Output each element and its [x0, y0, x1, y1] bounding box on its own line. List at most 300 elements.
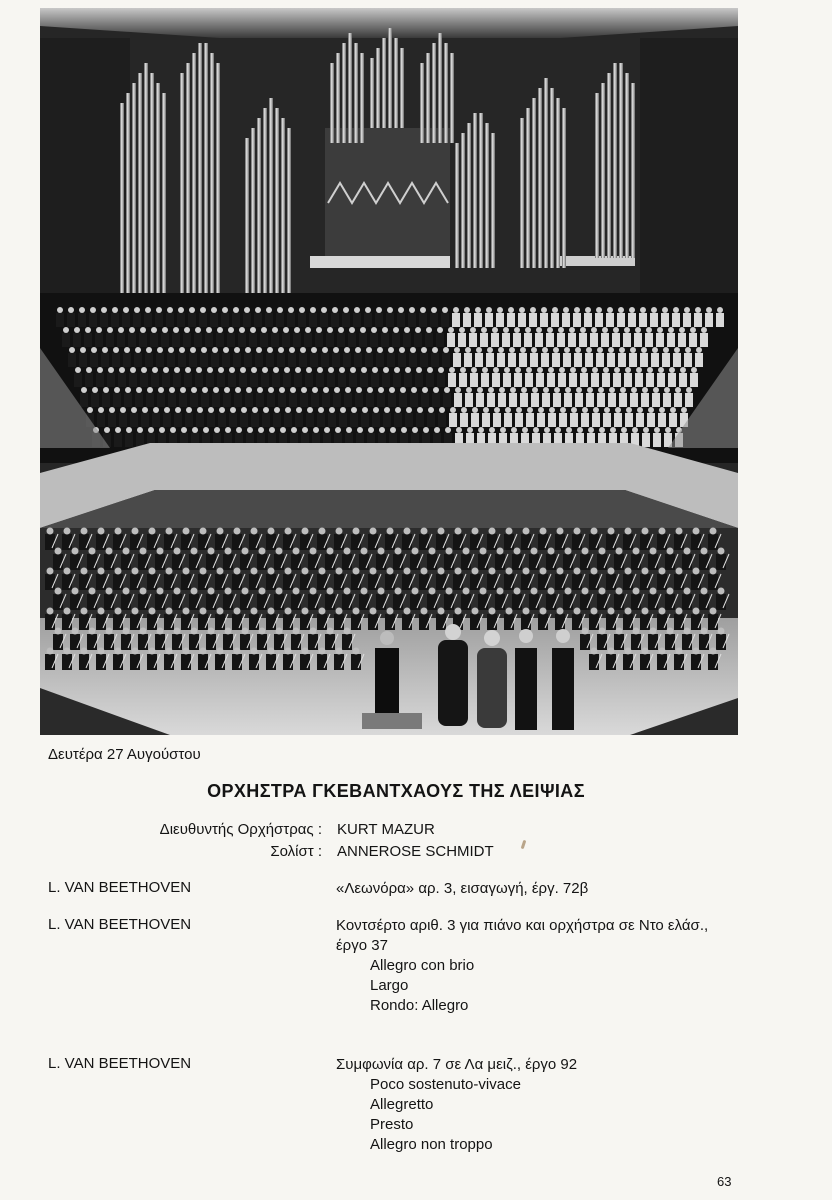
- orchestra-player: [198, 614, 208, 630]
- choir-member: [111, 313, 119, 327]
- choir-member-head: [665, 427, 671, 433]
- orchestra-player-head: [225, 548, 232, 555]
- choir-member-head: [685, 347, 691, 353]
- choir-member: [205, 333, 213, 347]
- orchestra-player-head: [72, 628, 79, 635]
- orchestra-player: [436, 614, 446, 630]
- orchestra-player: [325, 554, 335, 570]
- choir-member: [563, 353, 571, 367]
- choir-member: [432, 393, 440, 407]
- choir-member: [513, 333, 521, 347]
- choir-member-head: [114, 387, 120, 393]
- orchestra-player: [121, 594, 131, 610]
- choir-member-head: [598, 387, 604, 393]
- orchestra-player-head: [701, 628, 708, 635]
- organ-pipe: [444, 43, 448, 143]
- orchestra-player-head: [47, 528, 54, 535]
- choir-member-head: [280, 427, 286, 433]
- choir-member: [150, 333, 158, 347]
- choir-member-head: [124, 347, 130, 353]
- organ-pipe: [330, 63, 334, 143]
- orchestra-player-head: [387, 608, 394, 615]
- orchestra-player-head: [208, 548, 215, 555]
- choir-member: [260, 333, 268, 347]
- orchestra-player: [487, 614, 497, 630]
- orchestra-player: [147, 614, 157, 630]
- choir-member: [271, 333, 279, 347]
- orchestra-player-head: [81, 528, 88, 535]
- orchestra-player: [487, 574, 497, 590]
- orchestra-player: [300, 614, 310, 630]
- choir-member-head: [159, 427, 165, 433]
- program-composer: L. VAN BEETHOVEN: [48, 916, 192, 933]
- choir-member: [156, 353, 164, 367]
- orchestra-player: [342, 554, 352, 570]
- orchestra-player-head: [548, 588, 555, 595]
- choir-member-head: [503, 327, 509, 333]
- choir-member: [249, 333, 257, 347]
- choir-member-head: [549, 407, 555, 413]
- choir-member-head: [459, 327, 465, 333]
- orchestra-player: [606, 614, 616, 630]
- orchestra-player-head: [200, 648, 207, 655]
- orchestra-player: [334, 534, 344, 550]
- choir-member: [229, 413, 237, 427]
- orchestra-player: [393, 554, 403, 570]
- choir-member: [542, 393, 550, 407]
- choir-member-head: [717, 307, 723, 313]
- orchestra-player: [682, 634, 692, 650]
- choir-member: [195, 373, 203, 387]
- orchestra-player: [368, 614, 378, 630]
- orchestra-player: [427, 554, 437, 570]
- choir-member: [581, 413, 589, 427]
- choir-member-head: [170, 427, 176, 433]
- choir-member-head: [679, 327, 685, 333]
- orchestra-player: [708, 534, 718, 550]
- orchestra-player-head: [302, 568, 309, 575]
- choir-member: [645, 333, 653, 347]
- choir-member-head: [669, 367, 675, 373]
- choir-member-head: [373, 407, 379, 413]
- choir-member-head: [233, 307, 239, 313]
- orchestra-player: [215, 614, 225, 630]
- choir-member-head: [212, 347, 218, 353]
- orchestra-player-head: [659, 608, 666, 615]
- choir-member: [650, 313, 658, 327]
- orchestra-player-head: [268, 528, 275, 535]
- choir-member: [177, 313, 185, 327]
- orchestra-player-head: [217, 608, 224, 615]
- choir-member-head: [577, 427, 583, 433]
- choir-member-head: [394, 367, 400, 373]
- orchestra-player: [665, 594, 675, 610]
- orchestra-player-head: [149, 568, 156, 575]
- orchestra-player: [172, 594, 182, 610]
- orchestra-player-head: [319, 648, 326, 655]
- choir-member: [185, 413, 193, 427]
- choir-member: [700, 333, 708, 347]
- choir-member-head: [674, 347, 680, 353]
- choir-member-head: [536, 327, 542, 333]
- choir-member: [338, 373, 346, 387]
- choir-member: [278, 393, 286, 407]
- choir-member-head: [543, 387, 549, 393]
- orchestra-title: ΟΡΧΗΣΤΡΑ ΓΚΕΒΑΝΤΧΑΟΥΣ ΤΗΣ ΛΕΙΨΙΑΣ: [207, 781, 585, 801]
- choir-member: [403, 333, 411, 347]
- organ-pipe: [382, 38, 386, 128]
- choir-member: [370, 333, 378, 347]
- orchestra-player: [257, 554, 267, 570]
- choir-member-head: [200, 307, 206, 313]
- orchestra-player-head: [489, 528, 496, 535]
- choir-member-head: [339, 367, 345, 373]
- orchestra-player: [631, 634, 641, 650]
- orchestra-player-head: [421, 568, 428, 575]
- choir-member: [73, 333, 81, 347]
- orchestra-player: [665, 554, 675, 570]
- orchestra-player-head: [531, 588, 538, 595]
- choir-member-head: [285, 407, 291, 413]
- orchestra-player: [232, 654, 242, 670]
- organ-pipe: [562, 108, 566, 268]
- orchestra-player: [325, 594, 335, 610]
- orchestra-player: [546, 554, 556, 570]
- choir-member: [630, 393, 638, 407]
- orchestra-player-head: [327, 588, 334, 595]
- orchestra-player-head: [387, 568, 394, 575]
- choir-member-head: [192, 427, 198, 433]
- choir-member-head: [368, 427, 374, 433]
- choir-member-head: [445, 427, 451, 433]
- choir-member: [130, 413, 138, 427]
- concert-photo: [40, 8, 738, 735]
- orchestra-player: [529, 594, 539, 610]
- choir-member-head: [398, 307, 404, 313]
- orchestra-player-head: [701, 588, 708, 595]
- choir-member-head: [607, 307, 613, 313]
- orchestra-player-head: [157, 548, 164, 555]
- choir-member-head: [169, 387, 175, 393]
- choir-member: [331, 313, 339, 327]
- movement-item: Largo: [370, 977, 409, 994]
- orchestra-player-head: [506, 528, 513, 535]
- orchestra-player-head: [81, 648, 88, 655]
- choir-member: [90, 353, 98, 367]
- choir-member: [652, 393, 660, 407]
- choir-member-head: [432, 347, 438, 353]
- orchestra-player-head: [353, 528, 360, 535]
- choir-member-head: [306, 367, 312, 373]
- orchestra-player-head: [251, 648, 258, 655]
- orchestra-player-head: [319, 568, 326, 575]
- orchestra-player: [614, 634, 624, 650]
- orchestra-player: [589, 654, 599, 670]
- choir-member-head: [433, 387, 439, 393]
- choir-member: [200, 353, 208, 367]
- choir-member: [617, 313, 625, 327]
- choir-member: [194, 333, 202, 347]
- choir-member: [673, 353, 681, 367]
- orchestra-player-head: [370, 528, 377, 535]
- orchestra-player-head: [472, 528, 479, 535]
- choir-member: [155, 313, 163, 327]
- organ-pipe: [360, 53, 364, 143]
- orchestra-player-head: [514, 588, 521, 595]
- orchestra-player-head: [140, 588, 147, 595]
- movement-item: Allegro non troppo: [370, 1136, 493, 1153]
- choir-member: [218, 413, 226, 427]
- choir-member: [328, 413, 336, 427]
- choir-member: [234, 393, 242, 407]
- choir-member-head: [554, 387, 560, 393]
- choir-member: [199, 313, 207, 327]
- choir-member-head: [378, 387, 384, 393]
- choir-member-head: [492, 327, 498, 333]
- choir-member-head: [158, 387, 164, 393]
- choir-member-head: [224, 387, 230, 393]
- choir-member-head: [329, 407, 335, 413]
- orchestra-player-head: [183, 608, 190, 615]
- orchestra-player-head: [98, 648, 105, 655]
- choir-member: [410, 393, 418, 407]
- orchestra-player-head: [446, 548, 453, 555]
- orchestra-player: [257, 594, 267, 610]
- choir-member-head: [566, 427, 572, 433]
- choir-member: [502, 333, 510, 347]
- orchestra-player: [410, 554, 420, 570]
- choir-member-head: [675, 387, 681, 393]
- orchestra-player-head: [174, 588, 181, 595]
- choir-member-head: [68, 307, 74, 313]
- choir-member: [695, 353, 703, 367]
- orchestra-player: [62, 654, 72, 670]
- orchestra-player: [512, 594, 522, 610]
- orchestra-player-head: [693, 568, 700, 575]
- choir-member-head: [257, 387, 263, 393]
- choir-member-head: [296, 407, 302, 413]
- choir-member: [646, 373, 654, 387]
- choir-member-head: [662, 307, 668, 313]
- orchestra-player-head: [123, 628, 130, 635]
- orchestra-player: [223, 634, 233, 650]
- orchestra-player: [198, 654, 208, 670]
- organ-pipe: [544, 78, 548, 268]
- choir-member-head: [630, 347, 636, 353]
- orchestra-player-head: [608, 648, 615, 655]
- orchestra-player-head: [302, 608, 309, 615]
- choir-member: [118, 373, 126, 387]
- orchestra-player-head: [293, 628, 300, 635]
- choir-member: [498, 393, 506, 407]
- orchestra-player-head: [217, 648, 224, 655]
- orchestra-player: [682, 594, 692, 610]
- orchestra-player: [376, 554, 386, 570]
- orchestra-player: [181, 654, 191, 670]
- choir-member-head: [565, 387, 571, 393]
- orchestra-player-head: [208, 628, 215, 635]
- choir-member: [614, 413, 622, 427]
- choir-member-head: [356, 387, 362, 393]
- choir-member-head: [483, 407, 489, 413]
- orchestra-player-head: [582, 588, 589, 595]
- choir-member: [123, 353, 131, 367]
- choir-member-head: [189, 307, 195, 313]
- organ-pipe: [613, 63, 617, 258]
- orchestra-player: [529, 554, 539, 570]
- choir-member-head: [230, 407, 236, 413]
- movement-item: Rondo: Allegro: [370, 997, 469, 1014]
- choir-member-head: [185, 367, 191, 373]
- orchestra-player-head: [344, 588, 351, 595]
- orchestra-player-head: [344, 628, 351, 635]
- orchestra-player-head: [378, 548, 385, 555]
- choir-member-head: [530, 307, 536, 313]
- choir-member: [344, 393, 352, 407]
- orchestra-player: [291, 634, 301, 650]
- movement-item: Allegro con brio: [370, 957, 475, 974]
- choir-member: [641, 393, 649, 407]
- orchestra-player-head: [336, 608, 343, 615]
- choir-member-head: [360, 327, 366, 333]
- choir-member-head: [252, 407, 258, 413]
- choir-member-head: [401, 427, 407, 433]
- orchestra-player-head: [540, 568, 547, 575]
- choir-member: [392, 333, 400, 347]
- choir-member-head: [393, 327, 399, 333]
- choir-member: [135, 393, 143, 407]
- orchestra-player-head: [98, 568, 105, 575]
- orchestra-player-head: [268, 608, 275, 615]
- orchestra-player: [317, 654, 327, 670]
- choir-member-head: [279, 387, 285, 393]
- choir-member-head: [541, 307, 547, 313]
- choir-member: [157, 393, 165, 407]
- orchestra-player: [657, 574, 667, 590]
- choir-member: [322, 393, 330, 407]
- orchestra-player-head: [642, 648, 649, 655]
- choir-member: [487, 393, 495, 407]
- work-title: «Λεωνόρα» αρ. 3, εισαγωγή, έργ. 72β: [336, 880, 589, 897]
- choir-member: [79, 353, 87, 367]
- choir-member-head: [494, 407, 500, 413]
- orchestra-player-head: [259, 588, 266, 595]
- orchestra-player: [691, 614, 701, 630]
- choir-member-head: [537, 367, 543, 373]
- concert-date: Δευτέρα 27 Αυγούστου: [48, 746, 201, 763]
- choir-member-head: [387, 307, 393, 313]
- orchestra-player: [614, 594, 624, 610]
- orchestra-player: [164, 534, 174, 550]
- choir-member: [430, 313, 438, 327]
- choir-member-head: [338, 327, 344, 333]
- choir-member-head: [505, 407, 511, 413]
- choir-member: [635, 373, 643, 387]
- orchestra-player: [70, 634, 80, 650]
- choir-member: [232, 313, 240, 327]
- choir-member-head: [268, 387, 274, 393]
- choir-member: [353, 313, 361, 327]
- orchestra-player: [283, 534, 293, 550]
- orchestra-player: [716, 594, 726, 610]
- orchestra-player-head: [285, 568, 292, 575]
- organ-pipe: [491, 133, 495, 268]
- choir-member-head: [488, 387, 494, 393]
- orchestra-player-head: [659, 568, 666, 575]
- orchestra-player-head: [599, 628, 606, 635]
- choir-member: [261, 373, 269, 387]
- choir-member: [452, 313, 460, 327]
- orchestra-player: [640, 574, 650, 590]
- choir-member-head: [706, 307, 712, 313]
- organ-pipe: [450, 53, 454, 143]
- orchestra-player-head: [89, 588, 96, 595]
- choir-member-head: [130, 367, 136, 373]
- choir-member-head: [217, 327, 223, 333]
- choir-member-head: [629, 307, 635, 313]
- orchestra-player-head: [55, 588, 62, 595]
- choir-member: [470, 373, 478, 387]
- orchestra-player-head: [353, 648, 360, 655]
- choir-member: [337, 333, 345, 347]
- choir-member: [394, 413, 402, 427]
- orchestra-player-head: [310, 548, 317, 555]
- choir-member-head: [147, 387, 153, 393]
- choir-member: [524, 333, 532, 347]
- choir-member-head: [586, 347, 592, 353]
- choir-member-head: [652, 347, 658, 353]
- choir-member: [475, 353, 483, 367]
- choir-member: [607, 353, 615, 367]
- organ-pipe: [532, 98, 536, 268]
- choir-member: [339, 413, 347, 427]
- choir-member: [509, 393, 517, 407]
- choir-member: [133, 313, 141, 327]
- choir-member-head: [478, 427, 484, 433]
- orchestra-player-head: [166, 608, 173, 615]
- choir-member: [651, 353, 659, 367]
- orchestra-player: [419, 574, 429, 590]
- choir-member: [287, 313, 295, 327]
- orchestra-player-head: [251, 608, 258, 615]
- choir-member: [679, 373, 687, 387]
- orchestra-player: [147, 534, 157, 550]
- choir-member-head: [626, 407, 632, 413]
- choir-member-head: [508, 307, 514, 313]
- choir-member-head: [461, 407, 467, 413]
- orchestra-player-head: [251, 568, 258, 575]
- orchestra-player-head: [225, 628, 232, 635]
- choir-member: [377, 393, 385, 407]
- orchestra-player: [257, 634, 267, 650]
- choir-member: [557, 333, 565, 347]
- choir-member: [320, 313, 328, 327]
- orchestra-player: [317, 534, 327, 550]
- orchestra-player-head: [710, 568, 717, 575]
- choir-member-head: [585, 307, 591, 313]
- choir-member: [317, 413, 325, 427]
- orchestra-player: [300, 534, 310, 550]
- orchestra-player: [223, 594, 233, 610]
- choir-member: [321, 353, 329, 367]
- orchestra-player: [504, 534, 514, 550]
- choir-member-head: [87, 407, 93, 413]
- orchestra-player-head: [608, 608, 615, 615]
- orchestra-player: [453, 574, 463, 590]
- choir-member-head: [648, 407, 654, 413]
- choir-member: [459, 373, 467, 387]
- choir-member-head: [516, 407, 522, 413]
